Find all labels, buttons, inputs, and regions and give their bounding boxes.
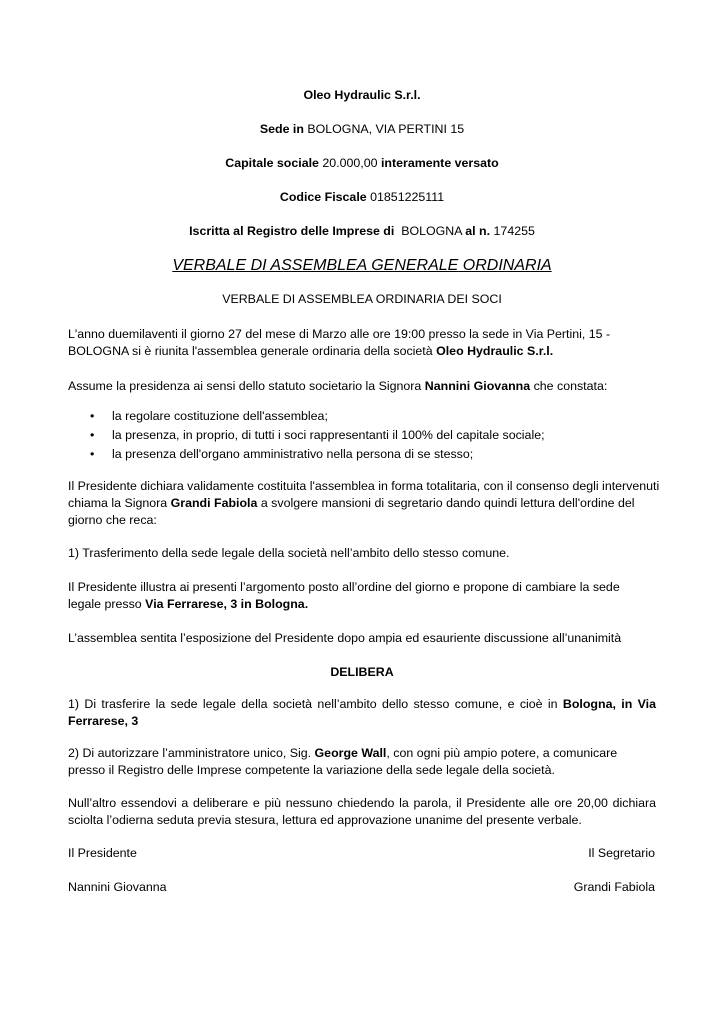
secretary-label: Il Segretario [588, 846, 655, 860]
list-item: • la presenza dell'organo amministrativo nella persona di se stesso; [68, 446, 656, 465]
share-capital: Capitale sociale 20.000,00 interamente versato [225, 156, 499, 170]
closing-paragraph: Null’altro essendovi a deliberare e più nessuno chiedendo la parola, il Presidente alle ore 20,00 dichiara sciolta l’odierna seduta previa stesura, lettura ed approvazione unanime del presente verbale. [68, 796, 656, 827]
proposal-paragraph: Il Presidente illustra ai presenti l’argomento posto all’ordine del giorno e propone di cambiare la sede legale presso Via Ferrarese, 3 in Bologna. [68, 580, 620, 611]
intro-paragraph: L'anno duemilaventi il giorno 27 del mese di Marzo alle ore 19:00 presso la sede in Via Pertini, 15 - BOLOGNA si è riunita l'assemblea generale ordinaria della società Oleo Hydraulic S.r.l. [68, 327, 611, 358]
resolution-1: 1) Di trasferire la sede legale della società nell’ambito dello stesso comune, e cioè in Bologna, in Via Ferrarese, 3 [68, 697, 656, 728]
company-name: Oleo Hydraulic S.r.l. [303, 88, 421, 102]
secretary-name: Grandi Fabiola [573, 880, 655, 894]
list-item: • la regolare costituzione dell'assemblea; [68, 408, 656, 427]
agenda-item: 1) Trasferimento della sede legale della società nell’ambito dello stesso comune. [68, 546, 510, 560]
assembly-paragraph: L’assemblea sentita l’esposizione del Presidente dopo ampia ed esauriente discussione all’unanimità [68, 631, 622, 645]
tax-code: Codice Fiscale 01851225111 [279, 190, 445, 204]
list-item: • la presenza, in proprio, di tutti i soci rappresentanti il 100% del capitale sociale; [68, 427, 656, 446]
business-register: Iscritta al Registro delle Imprese di BOLOGNA al n. 174255 [189, 224, 535, 238]
resolution-2: 2) Di autorizzare l’amministratore unico, Sig. George Wall, con ogni più ampio potere, a comunicare presso il Registro delle Imprese competente la variazione della sede legale della società. [68, 746, 618, 777]
findings-list [68, 408, 656, 465]
presidency-paragraph: Assume la presidenza ai sensi dello statuto societario la Signora Nannini Giovanna che constata: [68, 379, 608, 393]
registered-office: Sede in BOLOGNA, VIA PERTINI 15 [259, 122, 465, 136]
president-name: Nannini Giovanna [68, 880, 167, 894]
declaration-paragraph: Il Presidente dichiara validamente costituita l'assemblea in forma totalitaria, con il consenso degli intervenuti chiama la Signora Grandi Fabiola a svolgere mansioni di segretario dando quindi lettura dell'ordine del giorno che reca: [68, 479, 660, 527]
resolution-heading: DELIBERA [330, 665, 394, 679]
president-label: Il Presidente [68, 846, 137, 860]
document-subtitle: VERBALE DI ASSEMBLEA ORDINARIA DEI SOCI [222, 292, 502, 306]
document-title: VERBALE DI ASSEMBLEA GENERALE ORDINARIA [172, 257, 552, 274]
